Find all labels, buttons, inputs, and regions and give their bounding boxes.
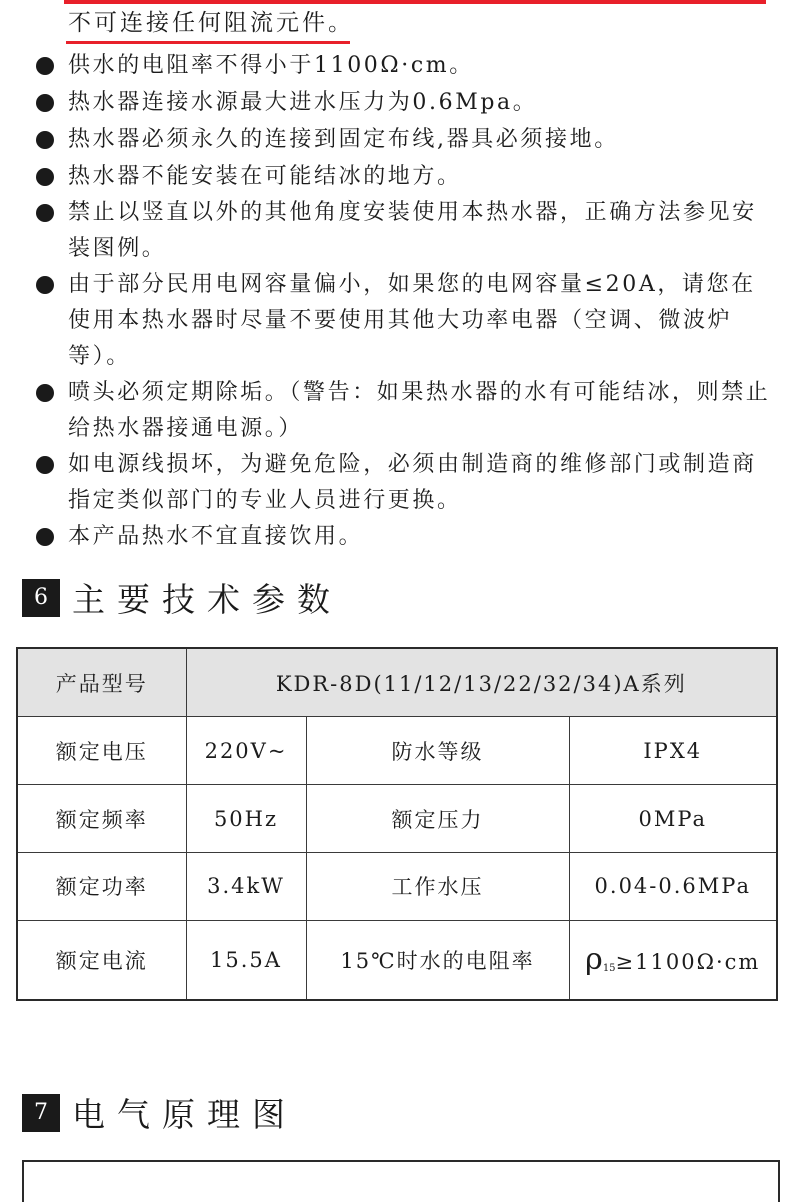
table-cell-value: 0.04-0.6MPa [569,852,777,920]
table-row [17,785,777,853]
list-item-text: 供水的电阻率不得小于1100Ω·cm。 [68,53,474,78]
table-cell-value: 50Hz [186,785,306,853]
list-item-text: 热水器不能安装在可能结冰的地方。 [68,164,462,189]
table-cell-label: 额定电流 [17,920,186,1000]
bullet-dot-icon [36,528,54,546]
rho-subscript: 15 [602,963,616,975]
highlight-red-line [64,0,766,4]
list-item-text: 由于部分民用电网容量偏小，如果您的电网容量≤20A，请您在使用本热水器时尽量不要使用其他大功率电器（空调、微波炉等）。 [68,272,756,369]
list-item-text: 如电源线损坏，为避免危险，必须由制造商的维修部门或制造商指定类似部门的专业人员进行更换。 [68,452,757,513]
bullet-dot-icon [36,131,54,149]
table-cell-label: 防水等级 [306,717,569,785]
table-cell-label: 额定压力 [306,785,569,853]
list-item-text: 喷头必须定期除垢。（警告：如果热水器的水有可能结冰，则禁止给热水器接通电源。） [68,380,771,441]
bullet-dot-icon [36,384,54,402]
table-cell-value-resistivity [569,920,777,1000]
table-header-label: 产品型号 [17,648,186,717]
section-title: 电气原理图 [72,1095,297,1134]
section-heading-circuit [22,1089,297,1136]
table-header-row [17,648,777,717]
list-item-text: 热水器必须永久的连接到固定布线,器具必须接地。 [68,127,619,152]
table-cell-value: 0MPa [569,785,777,853]
table-row [17,852,777,920]
bullet-dot-icon [36,57,54,75]
bullet-dot-icon [36,94,54,112]
bullet-dot-icon [36,276,54,294]
bullet-dot-icon [36,456,54,474]
table-cell-label: 额定电压 [17,717,186,785]
highlight-underline [66,41,350,44]
table-cell-value: 3.4kW [186,852,306,920]
notice-tail-text: 不可连接任何阻流元件。 [68,10,354,36]
bullet-dot-icon [36,204,54,222]
section-title: 主要技术参数 [72,580,342,619]
section-number-badge: 7 [22,1094,60,1132]
list-item-text: 禁止以竖直以外的其他角度安装使用本热水器，正确方法参见安装图例。 [68,200,757,261]
table-cell-value: 220V~ [186,717,306,785]
section-heading-specs [22,574,342,621]
table-header-value: KDR-8D(11/12/13/22/32/34)A系列 [186,648,777,717]
table-cell-label: 工作水压 [306,852,569,920]
table-cell-value: 15.5A [186,920,306,1000]
rho-symbol: ρ [585,942,603,978]
table-cell-label: 额定功率 [17,852,186,920]
table-row [17,717,777,785]
table-cell-label: 15℃时水的电阻率 [306,920,569,1000]
table-cell-label: 额定频率 [17,785,186,853]
list-item-text: 本产品热水不宜直接饮用。 [68,524,364,549]
table-row [17,920,777,1000]
resistivity-value: ≥1100Ω·cm [615,950,761,975]
section-number-badge: 6 [22,579,60,617]
bullet-dot-icon [36,168,54,186]
list-item-text: 热水器连接水源最大进水压力为0.6Mpa。 [68,90,538,115]
spec-table [16,647,778,1001]
circuit-diagram-frame [22,1160,780,1202]
table-cell-value: IPX4 [569,717,777,785]
